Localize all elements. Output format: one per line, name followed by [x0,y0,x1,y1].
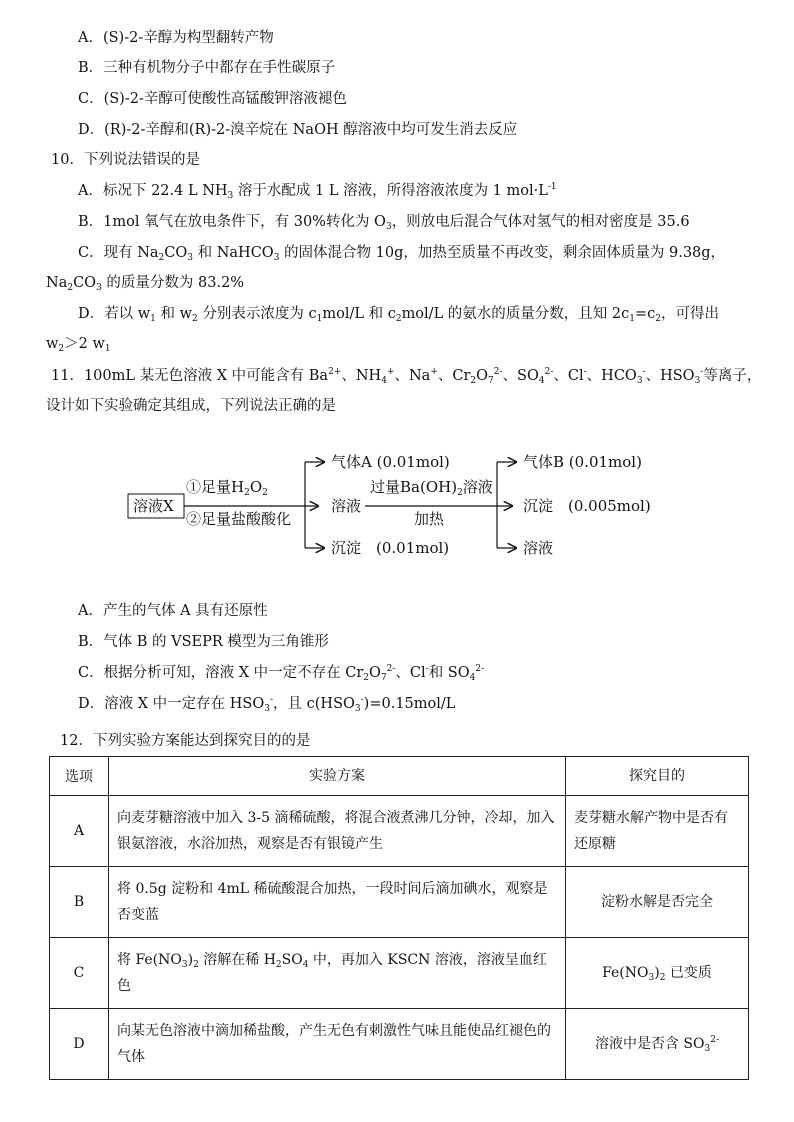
row-plan: 向麦芽糖溶液中加入 3-5 滴稀硫酸，将混合液煮沸几分钟，冷却，加入银氨溶液，水浴加热，观察是否有银镜产生 [109,796,566,867]
gas-a-label: 气体A (0.01mol) [331,453,450,471]
row-option: C [50,938,109,1009]
q10-stem: 10．下列说法错误的是 [51,152,200,168]
row-goal: 溶液中是否含 $SO_3^{2-}$ [566,1009,749,1080]
q11-stem-cont: 设计如下实验确定其组成，下列说法正确的是 [46,398,336,414]
mid-solution-label: 溶液 [331,497,362,515]
header-goal: 探究目的 [566,757,749,796]
row-plan: 将 0.5g 淀粉和 4mL 稀硫酸混合加热，一段时间后滴加碘水，观察是否变蓝 [109,867,566,938]
row-option: D [50,1009,109,1080]
row-plan: 将 $Fe(NO_3)_2$ 溶解在稀 $H_2SO_4$ 中，再加入 KSCN 溶液，溶液呈血红色 [109,938,566,1009]
q10-option-b: B．1mol 氧气在放电条件下，有 30%转化为 $O_3$，则放电后混合气体对氢气的相对密度是 35.6 [78,214,690,232]
q11-stem: 11．100mL 某无色溶液 X 中可能含有 $Ba^{2+}$、$NH_4^+$、Na+、$Cr_2O_7^{2-}$、$SO_4^{2-}$、Cl-、$HCO_3^-$、$HSO_3^-$等离子， [51,367,762,386]
row-plan: 向某无色溶液中滴加稀盐酸，产生无色有刺激性气味且能使品红褪色的气体 [109,1009,566,1080]
row-option: A [50,796,109,867]
row-goal: 淀粉水解是否完全 [566,867,749,938]
header-option: 选项 [50,757,109,796]
step1-label: ①足量$H_2O_2$ [186,478,268,498]
table-header-row [50,757,749,796]
reagent-label: 过量$Ba(OH)_2$溶液 [370,478,493,498]
end-solution-label: 溶液 [523,539,554,557]
table-row [50,938,749,1009]
precip-1-label: 沉淀 (0.01mol) [331,539,450,557]
row-goal: $Fe(NO_3)_2$ 已变质 [566,938,749,1009]
q11-option-b: B．气体 B 的 VSEPR 模型为三角锥形 [78,634,329,650]
gas-b-label: 气体B (0.01mol) [523,453,642,471]
header-plan: 实验方案 [109,757,566,796]
q12-stem: 12．下列实验方案能达到探究目的的是 [60,733,311,749]
q11-option-a: A．产生的气体 A 具有还原性 [78,603,268,619]
heat-label: 加热 [414,510,445,528]
experiment-table [49,756,749,1080]
row-option: B [50,867,109,938]
step2-label: ②足量盐酸酸化 [186,510,292,528]
q9-option-d: D．(R)-2-辛醇和(R)-2-溴辛烷在 NaOH 醇溶液中均可发生消去反应 [78,122,518,138]
q11-option-d: D．溶液 X 中一定存在 $HSO_3^-$，且 $c(HSO_3^-)=0.15mol/L$ [78,695,456,714]
table-row [50,796,749,867]
q10-option-c: C．现有 $Na_2CO_3$ 和 NaHCO$_3$ 的固体混合物 10g，加热至质量不再改变，剩余固体质量为 9.38g， [78,245,726,263]
q10-option-d-cont: $w_2>2$ $w_1$ [46,336,111,354]
experiment-flow-diagram [0,440,794,580]
q10-option-c-cont: $Na_2CO_3$ 的质量分数为 83.2% [46,275,245,293]
q9-option-a: A．(S)-2-辛醇为构型翻转产物 [78,30,274,46]
table-row [50,867,749,938]
q9-option-c: C．(S)-2-辛醇可使酸性高锰酸钾溶液褪色 [78,91,347,107]
precip-2-label: 沉淀 (0.005mol) [523,497,651,515]
table-row [50,1009,749,1080]
row-goal: 麦芽糖水解产物中是否有还原糖 [566,796,749,867]
q11-option-c: C．根据分析可知，溶液 X 中一定不存在 $Cr_2O_7^{2-}$、Cl-和 $SO_4^{2-}$ [78,664,485,683]
q10-option-a: A．标况下 22.4 L $NH_3$ 溶于水配成 1 L 溶液，所得溶液浓度为 1 $mol\cdot L^{-1}$ [78,182,557,201]
q10-option-d: D．若以 $w_1$ 和 $w_2$ 分别表示浓度为 $c_1mol/L$ 和 $c_2mol/L$ 的氨水的质量分数，且知 $2c_1=c_2$，可得出 [78,306,720,324]
solution-x-label: 溶液X [133,497,174,515]
q9-option-b: B．三种有机物分子中都存在手性碳原子 [78,60,336,76]
